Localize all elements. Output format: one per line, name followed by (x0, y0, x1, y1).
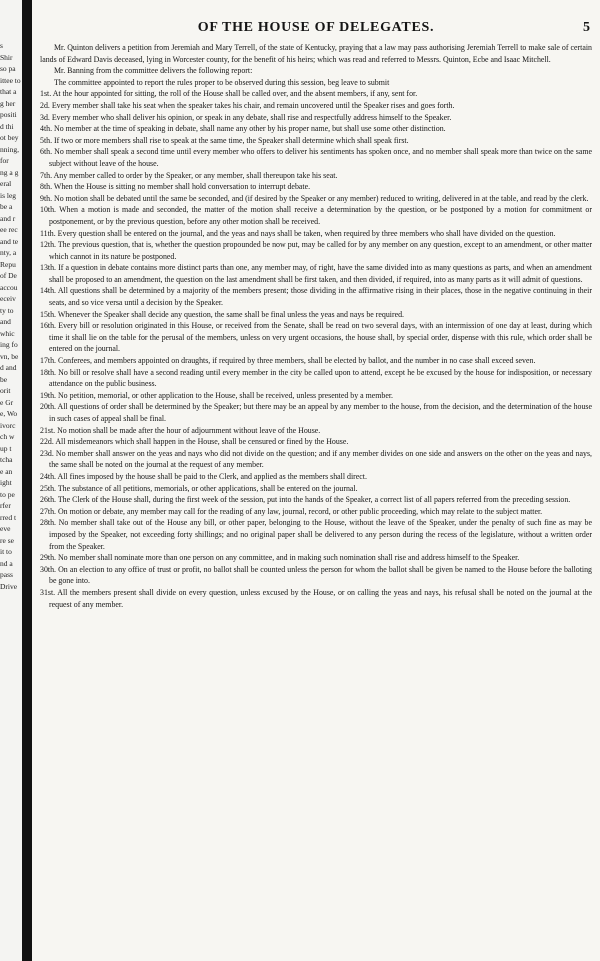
facing-page-fragment: ot bey (0, 133, 19, 142)
facing-page-fragment: d and (0, 363, 17, 372)
rule-item: 2d. Every member shall take his seat when the speaker takes his chair, and remain uncovered until the Speaker rises and goes forth. (40, 100, 455, 110)
rule-item: 12th. The previous question, that is, whether the question propounded be now put, may be called for by any member on any question, except to an amendment, or other matter which cannot in its nature be postponed. (40, 240, 592, 261)
facing-page-fragment: positi (0, 110, 17, 119)
facing-page-fragment: s (0, 41, 3, 50)
facing-page-fragment: whic (0, 328, 15, 338)
rule-item: 28th. No member shall take out of the House any bill, or other paper, belonging to the House, without the leave of the Speaker, under the penalty of such fine as may be imposed by the Speaker, not exceeding forty shillings; and no original paper shall be delivered to any person during the recess of the legislature, without a written order from the Speaker. (40, 518, 592, 551)
facing-page-fragment: ch w (0, 432, 15, 441)
facing-page-fragment: re se (0, 535, 14, 545)
rule-item: 14th. All questions shall be determined by a majority of the members present; those dividing in the affirmative rising in their places, those in the negative continuing in their seats, and so vice versa until a decision by the Speaker. (40, 286, 592, 308)
facing-page-fragment: g her (0, 98, 16, 108)
facing-page-fragment: Drive (0, 581, 18, 591)
facing-page-fragment: so pa (0, 64, 16, 73)
rule-item: 18th. No bill or resolve shall have a second reading until every member in the city be called upon to attend, except he be excused by the house for indisposition, or necessary attendance on the public business. (40, 367, 592, 389)
rule-item: 7th. Any member called to order by the Speaker, or any member, shall thereupon take his seat. (40, 170, 338, 180)
rule-item: 21st. No motion shall be made after the hour of adjournment without leave of the House. (40, 425, 321, 435)
rule-item: 29th. No member shall nominate more than one person on any committee, and in making such nomination shall rise and address himself to the Speaker. (40, 553, 520, 563)
rule-item: 26th. The Clerk of the House shall, during the first week of the session, put into the hands of the Speaker, a correct list of all papers referred from the preceding session. (40, 495, 571, 505)
rule-item: 13th. If a question in debate contains more distinct parts than one, any member may, of right, have the same divided into as many questions as parts, and when an amendment shall be proposed to an amendment, the question on the last amendment shall be first taken, and then divided, if required, into as many parts as it will admit of questions. (40, 263, 592, 284)
rule-item: 17th. Conferees, and members appointed on draughts, if required by three members, shall be elected by ballot, and the number in no case shall exceed seven. (40, 356, 536, 366)
bottom-margin (32, 931, 600, 961)
facing-page-fragment: is leg (0, 190, 17, 200)
rule-item: 3d. Every member who shall deliver his opinion, or speak in any debate, shall rise and respectfully address himself to the Speaker. (40, 112, 452, 122)
facing-page-fragment: rred t (0, 512, 17, 522)
facing-page-fragment: e Gr (0, 397, 14, 407)
petition-paragraph: Mr. Quinton delivers a petition from Jeremiah and Mary Terrell, of the state of Kentucky, praying that a law may pass authorising Jeremiah Terrell to make sale of certain lands of Edward Davis deceased, lying in Worcester county, for the benefit of his heirs; which was read and referred to Messrs. Quinton, Ecbe and Isaac Mitchell. (40, 43, 592, 64)
facing-page-fragment: eve (0, 524, 11, 533)
facing-page-fragment: up t (0, 443, 12, 453)
book-spine-shadow (22, 0, 32, 961)
facing-page-fragment: nty, a (0, 248, 17, 257)
facing-page-text (0, 40, 22, 592)
rule-item: 5th. If two or more members shall rise to speak at the same time, the Speaker shall determine which shall speak first. (40, 135, 409, 145)
rule-item: 30th. On an election to any office of trust or profit, no ballot shall be counted unless the person for whom the ballot shall be given be named to the House before the balloting be gone into. (40, 564, 592, 586)
facing-page-fragment: e, Wo (0, 409, 18, 418)
committee-statement: The committee appointed to report the rules proper to be observed during this session, beg leave to submit (54, 77, 390, 87)
rule-item: 1st. At the hour appointed for sitting, the roll of the House shall be called over, and the absent members, if any, sent for. (40, 89, 418, 99)
facing-page-fragment: d thi (0, 121, 14, 131)
rule-item: 20th. All questions of order shall be determined by the Speaker; but there may be an appeal by any member to the house, from the decision, and the determination of the house in such cases of appeal shall be final. (40, 402, 592, 423)
page-body (40, 42, 592, 610)
facing-page-fragment: orit (0, 386, 11, 395)
facing-page-fragment: to pe (0, 489, 15, 499)
facing-page-fragment: Repu (0, 259, 16, 269)
facing-page-fragment: tcha (0, 455, 13, 464)
facing-page-fragment: ittee to (0, 75, 21, 85)
facing-page-fragment: vn, be (0, 351, 19, 361)
journal-page (32, 0, 600, 961)
facing-page-fragment: eceiv (0, 294, 16, 303)
facing-page-fragment: ight (0, 478, 12, 487)
facing-page-fragment: nd a (0, 558, 13, 568)
facing-page-fragment: be (0, 374, 8, 384)
page-number: 5 (583, 20, 590, 35)
facing-page-fragment: and te (0, 236, 19, 246)
rule-item: 22d. All misdemeanors which shall happen in the House, shall be censured or fined by the House. (40, 437, 349, 447)
rule-item: 31st. All the members present shall divide on every question, unless excused by the House, or on calling the yeas and nays, his refusal shall be noted on the journal at the request of any member. (40, 587, 592, 609)
rule-item: 16th. Every bill or resolution originated in this House, or received from the Senate, shall be read on two several days, with an intermission of one day at least, during which time it shall lie on the table for the perusal of the members, unless on very urgent occasions, the house shall, by special order, dispense with this rule, which order shall be entered on the journal. (40, 321, 592, 354)
facing-page-fragment: ng a g (0, 167, 19, 177)
committee-report-intro: Mr. Banning from the committee delivers the following report: (54, 66, 253, 76)
facing-page-fragment: be a (0, 202, 13, 211)
rule-item: 25th. The substance of all petitions, memorials, or other applications, shall be entered on the journal. (40, 483, 358, 493)
facing-page-fragment: of De (0, 271, 17, 280)
rule-item: 10th. When a motion is made and seconded, the matter of the motion shall receive a determination by the question, or be postponed by a motion for commitment or postponement, or by the previous question, before any other motion shall be received. (40, 205, 592, 226)
facing-page-fragment: ee rec (0, 225, 18, 234)
facing-page-fragment: accou (0, 282, 18, 292)
rule-item: 19th. No petition, memorial, or other application to the House, shall be received, unless presented by a member. (40, 390, 394, 400)
rule-item: 9th. No motion shall be debated until the same be seconded, and (if desired by the Speaker or any member) reduced to writing, delivered in at the table, and read by the clerk. (40, 193, 589, 203)
rule-item: 6th. No member shall speak a second time until every member who offers to deliver his sentiments has spoken once, and no member shall speak more than twice on the same subject without leave of the house. (40, 147, 592, 168)
rules-list (40, 88, 592, 610)
facing-page-fragment: e an (0, 466, 13, 476)
rule-item: 8th. When the House is sitting no member shall hold conversation to interrupt debate. (40, 182, 311, 192)
rule-item: 11th. Every question shall be entered on the journal, and the yeas and nays shall be taken, when required by three members who shall have divided on the question. (40, 228, 556, 238)
rule-item: 4th. No member at the time of speaking in debate, shall name any other by his proper name, but shall use some other distinction. (40, 124, 446, 134)
facing-page-fragment: ty to (0, 305, 14, 315)
facing-page-fragment: for (0, 156, 9, 165)
facing-page-fragment: ing fo (0, 340, 18, 349)
rule-item: 23d. No member shall answer on the yeas and nays who did not divide on the question; and if any member divides on one side and answers on the other on the yeas and nays, the same shall be noted on the journal at the request of any member. (40, 448, 592, 470)
facing-page-fragment: that a (0, 87, 17, 96)
facing-page-fragment: and (0, 317, 11, 326)
facing-page-fragment: rfer (0, 501, 11, 510)
facing-page-fragment: ivorc (0, 420, 16, 430)
page-title: OF THE HOUSE OF DELEGATES. (197, 20, 435, 35)
facing-page-fragment: and r (0, 213, 16, 223)
facing-page-fragment: it to (0, 547, 12, 556)
facing-page-fragment: pass (0, 570, 13, 579)
facing-page-fragment: nning, (0, 144, 19, 154)
rule-item: 24th. All fines imposed by the house shall be paid to the Clerk, and applied as the members shall direct. (40, 471, 367, 481)
rule-item: 27th. On motion or debate, any member may call for the reading of any law, journal, record, or other public proceeding, which may relate to the subject matter. (40, 506, 543, 516)
facing-page-fragment: Shir (0, 52, 13, 62)
facing-page-fragment: eral (0, 179, 12, 188)
rule-item: 15th. Whenever the Speaker shall decide any question, the same shall be final unless the yeas and nays be required. (40, 309, 405, 319)
